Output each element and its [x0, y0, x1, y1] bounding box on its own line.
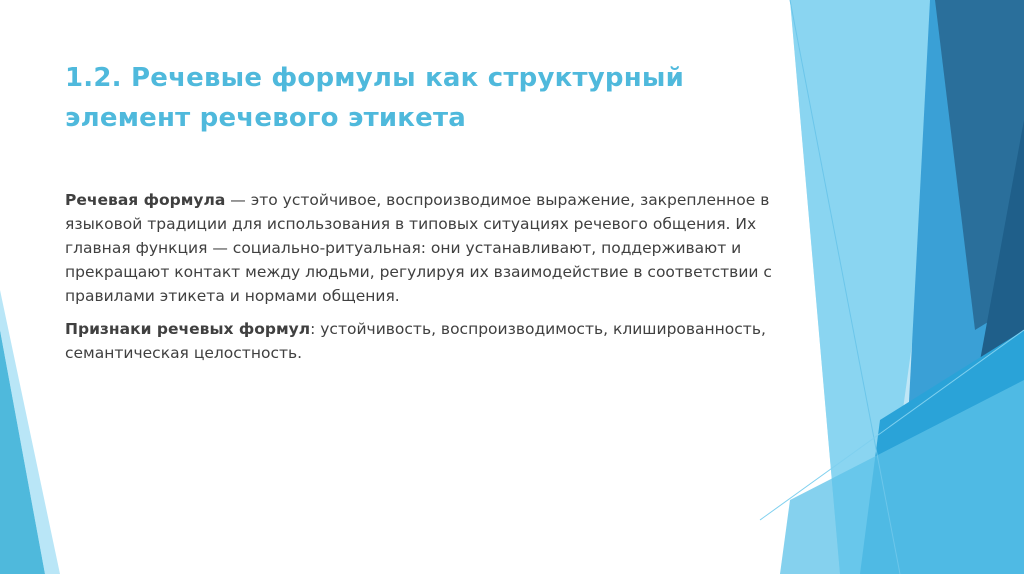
slide-title-line2: элемент речевого этикета	[65, 103, 466, 133]
slide-body	[65, 188, 785, 374]
features-term: Признаки речевых формул	[65, 320, 311, 338]
definition-paragraph	[65, 188, 785, 308]
slide-title	[65, 58, 765, 138]
features-paragraph	[65, 317, 785, 365]
features-text: : устойчивость, воспроизводимость, клишированность, семантическая целостность.	[65, 320, 766, 362]
definition-term: Речевая формула	[65, 191, 226, 209]
slide-title-line1: 1.2. Речевые формулы как структурный	[65, 63, 684, 93]
definition-text: — это устойчивое, воспроизводимое выражение, закрепленное в языковой традиции для использования в типовых ситуациях речевого общения. Их главная функция — социально-ритуальная: они устанавливают, поддерживают и прекращают контакт между людьми, регулируя их взаимодействие в соответствии с правилами этикета и нормами общения.	[65, 191, 772, 305]
